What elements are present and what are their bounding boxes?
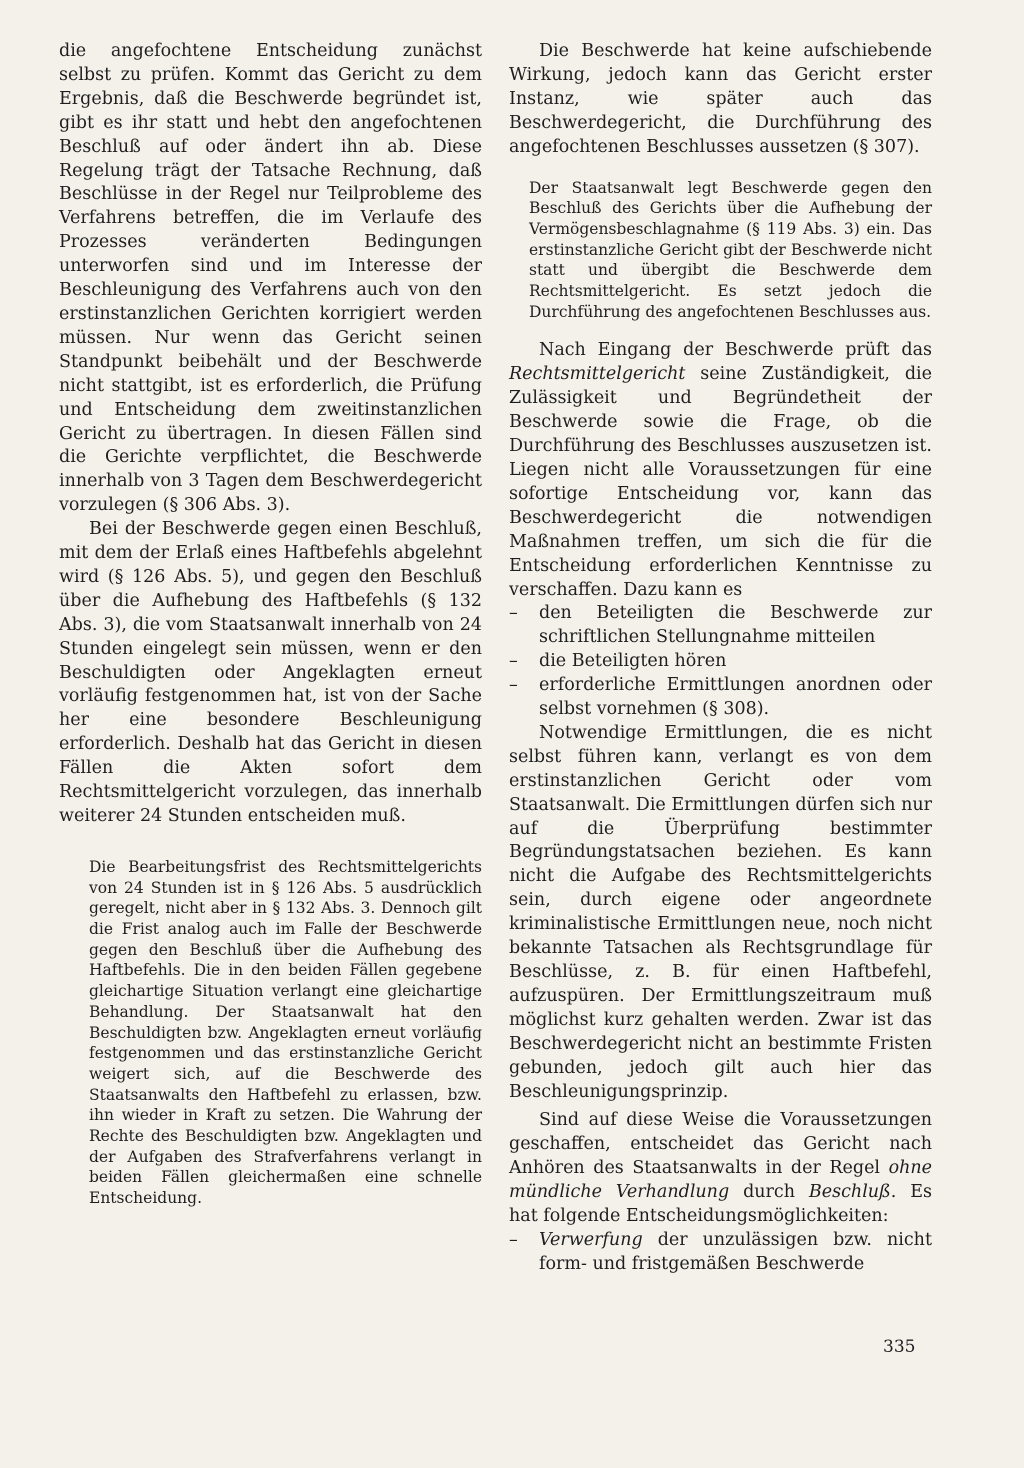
list-item — [509, 674, 932, 722]
decision-text: der unzulässigen bzw. nicht form- und fristgemäßen Beschwerde — [539, 1229, 932, 1274]
right-column — [509, 40, 932, 1277]
p2-text-end: seine Zuständigkeit, die Zulässigkeit und Begründetheit der Beschwerde sowie die Frage, ob die Durchführung des Beschlusses auszusetzen ist. Liegen nicht alle Voraussetzungen für eine sofortige Entscheidung vor, kann das Beschwerdegericht die notwendigen Maßnahmen treffen, um sich die für die Entscheidung erforderlichen Kenntnisse zu verschaffen. Dazu kann es — [509, 364, 932, 600]
right-paragraph-3: Notwendige Ermittlungen, die es nicht selbst führen kann, verlangt es von dem erstinstanzlichen Gericht oder vom Staatsanwalt. Die Ermittlungen dürfen sich nur auf die Überprüfung bestimmter Begründungstatsachen beziehen. Es kann nicht die Aufgabe des Rechtsmittelgerichts sein, durch eigene oder angeordnete kriminalistische Ermittlungen neue, noch nicht bekannte Tatsachen als Rechtsgrundlage für Beschlüsse, z. B. für einen Haftbefehl, aufzuspüren. Der Ermittlungszeitraum muß möglichst kurz gehalten werden. Zwar ist das Beschwerdegericht nicht an bestimmte Fristen gebunden, jedoch gilt auch hier das Beschleunigungsprinzip. — [509, 722, 932, 1102]
list-item-text: erforderliche Ermittlungen anordnen oder selbst vornehmen (§ 308). — [539, 675, 932, 720]
p4-text-a: Sind auf diese Weise die Voraussetzungen geschaffen, entscheidet das Gericht nach Anhören des Staatsanwalts in der Regel — [509, 1110, 932, 1179]
decision-list-item — [509, 1229, 932, 1277]
p2-text-start: Nach Eingang der Beschwerde prüft das — [539, 340, 932, 361]
dash-mark: – — [509, 651, 518, 672]
p4-text-b: durch — [729, 1182, 809, 1203]
left-paragraph-1: die angefochtene Entscheidung zunächst selbst zu prüfen. Kommt das Gericht zu dem Ergebnis, daß die Beschwerde begründet ist, gibt es ihr statt und hebt den angefochtenen Beschluß auf oder ändert ihn ab. Diese Regelung trägt der Tatsache Rechnung, daß Beschlüsse in der Regel nur Teilprobleme des Verfahrens betreffen, die im Verlaufe des Prozesses veränderten Bedingungen unterworfen sind und im Interesse der Beschleunigung des Verfahrens auch von den erstinstanzlichen Gerichten korrigiert werden müssen. Nur wenn das Gericht seinen Standpunkt beibehält und der Beschwerde nicht stattgibt, ist es erforderlich, die Prüfung und Entscheidung dem zweitinstanzlichen Gericht zu übertragen. In diesen Fällen sind die Gerichte verpflichtet, die Beschwerde innerhalb von 3 Tagen dem Beschwerdegericht vorzulegen (§ 306 Abs. 3). — [59, 41, 482, 516]
measures-list — [509, 602, 932, 722]
p4-emphasis-1: ohne mündliche Verhandlung — [509, 1158, 932, 1203]
dash-mark: – — [509, 603, 518, 624]
p4-emphasis-2: Beschluß — [808, 1182, 891, 1203]
right-example-note: Der Staatsanwalt legt Beschwerde gegen den Beschluß des Gerichts über die Aufhebung der Vermögensbeschlagnahme (§ 119 Abs. 3) ein. Das erstinstanzliche Gericht gibt der Beschwerde nicht statt und übergibt die Beschwerde dem Rechtsmittelgericht. Es setzt jedoch die Durchführung des angefochtenen Beschlusses aus. — [529, 178, 932, 321]
decision-emphasis: Verwerfung — [539, 1229, 643, 1250]
p2-emphasis: Rechtsmittelgericht — [509, 364, 686, 385]
right-paragraph-4 — [509, 1109, 932, 1229]
right-paragraph-2 — [509, 339, 932, 602]
page-number: 335 — [883, 1337, 916, 1357]
list-item — [509, 650, 932, 674]
dash-mark: – — [509, 675, 518, 696]
list-item — [509, 602, 932, 650]
left-example-note: Die Bearbeitungsfrist des Rechtsmittelgerichts von 24 Stunden ist in § 126 Abs. 5 ausdrücklich geregelt, nicht aber in § 132 Abs. 3. Dennoch gilt die Frist analog auch im Falle der Beschwerde gegen den Beschluß über die Aufhebung des Haftbefehls. Die in den beiden Fällen gegebene gleichartige Situation verlangt eine gleichartige Behandlung. Der Staatsanwalt hat den Beschuldigten bzw. Angeklagten erneut vorläufig festgenommen und das erstinstanzliche Gericht weigert sich, auf die Beschwerde des Staatsanwalts den Haftbefehl zu erlassen, bzw. ihn wieder in Kraft zu setzen. Die Wahrung der Rechte des Beschuldigten bzw. Angeklagten und der Aufgaben des Strafverfahrens verlangt in beiden Fällen gleichermaßen eine schnelle Entscheidung. — [89, 857, 482, 1208]
list-item-text: den Beteiligten die Beschwerde zur schriftlichen Stellungnahme mitteilen — [539, 603, 932, 648]
dash-mark: – — [509, 1229, 518, 1250]
right-paragraph-1: Die Beschwerde hat keine aufschiebende Wirkung, jedoch kann das Gericht erster Instanz, wie später auch das Beschwerdegericht, die Durchführung des angefochtenen Beschlusses aussetzen (§ 307). — [509, 41, 932, 157]
left-column — [59, 40, 482, 1209]
left-paragraph-2: Bei der Beschwerde gegen einen Beschluß, mit dem der Erlaß eines Haftbefehls abgelehnt wird (§ 126 Abs. 5), und gegen den Beschluß über die Aufhebung des Haftbefehls (§ 132 Abs. 3), die vom Staatsanwalt innerhalb von 24 Stunden eingelegt sein müssen, wenn er den Beschuldigten oder Angeklagten erneut vorläufig festgenommen hat, ist von der Sache her eine besondere Beschleunigung erforderlich. Deshalb hat das Gericht in diesen Fällen die Akten sofort dem Rechtsmittelgericht vorzulegen, das innerhalb weiterer 24 Stunden entscheiden muß. — [59, 519, 482, 826]
p4-text-c: . Es hat folgende Entscheidungsmöglichkeiten: — [509, 1182, 932, 1227]
list-item-text: die Beteiligten hören — [539, 651, 727, 672]
